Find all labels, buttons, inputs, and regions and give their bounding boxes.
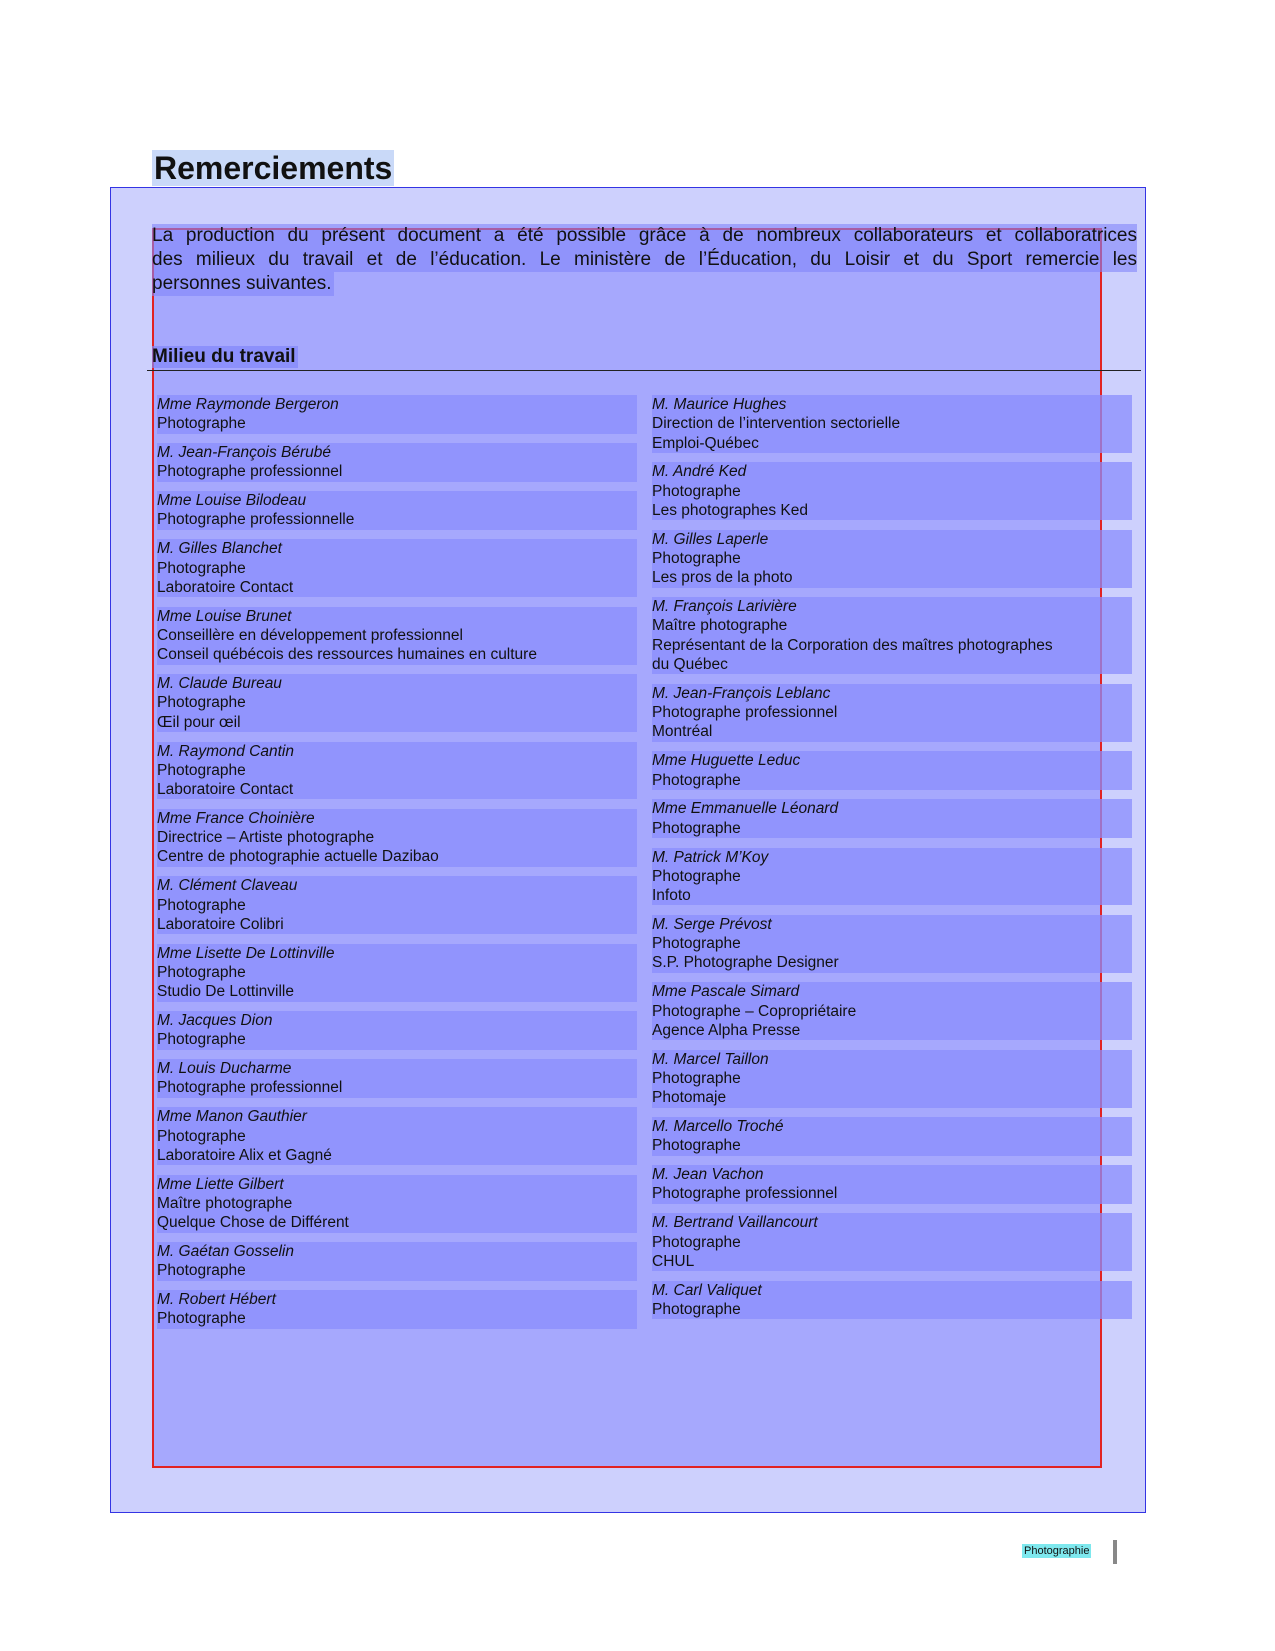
contributor-name <box>652 395 1132 414</box>
contributor-entry <box>652 1117 1132 1156</box>
contributor-detail: Photographe <box>652 549 1132 568</box>
contributor-name <box>157 809 637 828</box>
contributor-name <box>652 1117 1132 1136</box>
intro-line: La production du présent document a été possible grâce à de nombreux collaborateurs et collaboratrices <box>152 225 1137 246</box>
contributor-name-text: Mme Lisette De Lottinville <box>157 944 335 962</box>
contributor-name <box>157 491 637 510</box>
contributor-detail: Photographe professionnelle <box>157 510 637 529</box>
contributor-detail: Laboratoire Colibri <box>157 915 637 934</box>
contributor-detail: du Québec <box>652 655 1132 674</box>
contributor-entry <box>157 876 637 934</box>
contributor-entry <box>157 809 637 867</box>
contributor-name-text: M. Serge Prévost <box>652 915 772 933</box>
section-divider <box>147 370 1141 371</box>
contributor-entry <box>157 607 637 665</box>
contributor-name-text: Mme Emmanuelle Léonard <box>652 800 839 818</box>
contributor-name-text: M. Gilles Blanchet <box>157 540 282 558</box>
contributor-detail: Photographe professionnel <box>157 462 637 481</box>
contributor-name <box>652 799 1132 818</box>
contributor-entry <box>652 597 1132 674</box>
contributor-detail: Conseillère en développement professionnel <box>157 626 637 645</box>
contributor-entry <box>157 443 637 482</box>
contributor-detail: Photographe professionnel <box>652 703 1132 722</box>
contributor-detail: Photographe <box>652 482 1132 501</box>
contributor-detail: Photographe <box>652 1069 1132 1088</box>
contributor-name-text: M. Gilles Laperle <box>652 530 769 548</box>
contributor-entry <box>157 742 637 800</box>
contributor-detail: Photographe <box>157 1127 637 1146</box>
contributor-name <box>652 915 1132 934</box>
contributor-name <box>157 1290 637 1309</box>
intro-line: personnes suivantes. <box>152 273 332 294</box>
contributor-name-text: M. Maurice Hughes <box>652 396 787 413</box>
contributor-entry <box>652 848 1132 906</box>
contributor-name-text: Mme Louise Brunet <box>157 607 292 625</box>
contributor-entry <box>652 684 1132 742</box>
contributor-name <box>157 674 637 693</box>
contributor-detail: Laboratoire Alix et Gagné <box>157 1146 637 1165</box>
contributor-name <box>652 1281 1132 1300</box>
contributor-detail: Représentant de la Corporation des maîtres photographes <box>652 636 1132 655</box>
contributor-detail: Photographe <box>652 1300 1132 1319</box>
footer-label: Photographie <box>1024 1545 1090 1557</box>
contributor-detail: Photographe <box>157 896 637 915</box>
contributor-entry <box>157 1107 637 1165</box>
contributor-detail: Photographe <box>157 1261 637 1280</box>
contributor-detail: Photographe <box>652 1136 1132 1155</box>
contributor-detail: Direction de l’intervention sectorielle <box>652 414 1132 433</box>
contributor-name-text: Mme Raymonde Bergeron <box>157 396 339 413</box>
contributor-name <box>652 684 1132 703</box>
section-heading: Milieu du travail <box>152 346 296 367</box>
contributor-detail: Photographe – Copropriétaire <box>652 1002 1132 1021</box>
contributor-name <box>157 1175 637 1194</box>
contributor-detail: Montréal <box>652 722 1132 741</box>
contributor-entry <box>652 1050 1132 1108</box>
contributor-name <box>652 597 1132 616</box>
contributor-entry <box>157 395 637 434</box>
contributor-entry <box>652 1281 1132 1320</box>
contributor-name-text: M. Marcel Taillon <box>652 1050 769 1068</box>
contributor-name-text: Mme France Choinière <box>157 809 315 827</box>
contributor-name-text: M. Gaétan Gosselin <box>157 1243 294 1261</box>
contributor-entry <box>157 674 637 732</box>
contributor-detail: Laboratoire Contact <box>157 780 637 799</box>
contributor-name <box>652 1050 1132 1069</box>
contributor-name <box>157 395 637 414</box>
contributor-entry <box>652 982 1132 1040</box>
contributor-detail: Photographe <box>157 1030 637 1049</box>
contributor-detail: Photographe <box>652 1233 1132 1252</box>
contributor-detail: Quelque Chose de Différent <box>157 1213 637 1232</box>
contributor-entry <box>652 530 1132 588</box>
contributor-name-text: M. Patrick M’Koy <box>652 848 769 866</box>
contributor-entry <box>157 491 637 530</box>
contributor-detail: Maître photographe <box>157 1194 637 1213</box>
contributor-entry <box>652 462 1132 520</box>
contributor-detail: Agence Alpha Presse <box>652 1021 1132 1040</box>
page-title: Remerciements <box>154 150 393 186</box>
contributor-detail: Photographe <box>157 559 637 578</box>
contributor-name <box>157 443 637 462</box>
contributor-entry <box>157 1242 637 1281</box>
contributor-name-text: M. Louis Ducharme <box>157 1060 292 1078</box>
contributor-entry <box>652 1165 1132 1204</box>
contributor-detail: Emploi-Québec <box>652 434 1132 453</box>
contributor-entry <box>652 799 1132 838</box>
contributor-entry <box>652 915 1132 973</box>
contributor-detail: Photographe <box>157 761 637 780</box>
contributor-name-text: M. François Larivière <box>652 598 797 616</box>
contributor-name-text: Mme Huguette Leduc <box>652 752 801 770</box>
contributor-detail: Photographe <box>652 934 1132 953</box>
contributor-name <box>652 848 1132 867</box>
contributor-name <box>652 1213 1132 1232</box>
contributor-detail: Les photographes Ked <box>652 501 1132 520</box>
contributor-name-text: M. André Ked <box>652 463 747 481</box>
contributor-name-text: M. Claude Bureau <box>157 675 282 693</box>
contributor-name-text: Mme Louise Bilodeau <box>157 492 307 510</box>
contributor-name <box>157 944 637 963</box>
contributor-name-text: M. Clément Claveau <box>157 877 298 895</box>
contributor-name-text: Mme Liette Gilbert <box>157 1175 284 1193</box>
contributor-entry <box>157 1290 637 1329</box>
contributor-name <box>157 607 637 626</box>
contributor-entry <box>157 1011 637 1050</box>
contributor-detail: S.P. Photographe Designer <box>652 953 1132 972</box>
contributor-name <box>652 530 1132 549</box>
contributor-name-text: M. Raymond Cantin <box>157 742 294 760</box>
contributor-name <box>652 462 1132 481</box>
contributor-name <box>157 1242 637 1261</box>
contributor-name-text: M. Jean-François Bérubé <box>157 444 332 462</box>
contributor-detail: Photographe professionnel <box>652 1184 1132 1203</box>
contributor-name-text: Mme Pascale Simard <box>652 983 800 1001</box>
contributor-detail: Centre de photographie actuelle Dazibao <box>157 847 637 866</box>
contributor-detail: Laboratoire Contact <box>157 578 637 597</box>
contributor-detail: CHUL <box>652 1252 1132 1271</box>
contributor-detail: Photomaje <box>652 1088 1132 1107</box>
footer-page-bar <box>1113 1540 1117 1564</box>
contributor-name <box>157 742 637 761</box>
contributor-name <box>652 982 1132 1001</box>
contributor-entry <box>157 944 637 1002</box>
contributor-name <box>157 1059 637 1078</box>
contributor-detail: Photographe professionnel <box>157 1078 637 1097</box>
contributor-detail: Photographe <box>652 771 1132 790</box>
contributor-detail: Photographe <box>157 414 637 433</box>
contributor-detail: Maître photographe <box>652 616 1132 635</box>
contributor-name <box>652 1165 1132 1184</box>
contributor-detail: Les pros de la photo <box>652 568 1132 587</box>
contributor-detail: Photographe <box>157 693 637 712</box>
intro-line: des milieux du travail et de l’éducation. Le ministère de l’Éducation, du Loisir et du Sport remercie les <box>152 249 1137 270</box>
contributor-name-text: M. Bertrand Vaillancourt <box>652 1214 818 1232</box>
contributor-name-text: M. Carl Valiquet <box>652 1281 762 1299</box>
contributor-entry <box>652 1213 1132 1271</box>
contributor-detail: Directrice – Artiste photographe <box>157 828 637 847</box>
contributor-name-text: M. Jacques Dion <box>157 1012 273 1030</box>
contributor-entry <box>652 751 1132 790</box>
contributor-detail: Photographe <box>652 819 1132 838</box>
contributor-entry <box>157 1059 637 1098</box>
contributor-detail: Photographe <box>157 963 637 982</box>
contributor-name-text: M. Robert Hébert <box>157 1291 276 1309</box>
contributor-name-text: M. Jean-François Leblanc <box>652 684 831 702</box>
contributor-entry <box>652 395 1132 453</box>
contributor-detail: Studio De Lottinville <box>157 982 637 1001</box>
contributor-detail: Photographe <box>652 867 1132 886</box>
contributor-detail: Œil pour œil <box>157 713 637 732</box>
contributor-name <box>652 751 1132 770</box>
contributor-name <box>157 1107 637 1126</box>
contributor-name <box>157 1011 637 1030</box>
contributor-name-text: Mme Manon Gauthier <box>157 1108 307 1126</box>
contributor-entry <box>157 1175 637 1233</box>
contributor-name-text: M. Jean Vachon <box>652 1166 764 1184</box>
contributor-detail: Infoto <box>652 886 1132 905</box>
contributor-entry <box>157 539 637 597</box>
contributor-detail: Conseil québécois des ressources humaines en culture <box>157 645 637 664</box>
intro-paragraph <box>152 224 1137 296</box>
contributor-detail: Photographe <box>157 1309 637 1328</box>
contributor-name-text: M. Marcello Troché <box>652 1118 784 1136</box>
contributor-name <box>157 539 637 558</box>
contributor-name <box>157 876 637 895</box>
